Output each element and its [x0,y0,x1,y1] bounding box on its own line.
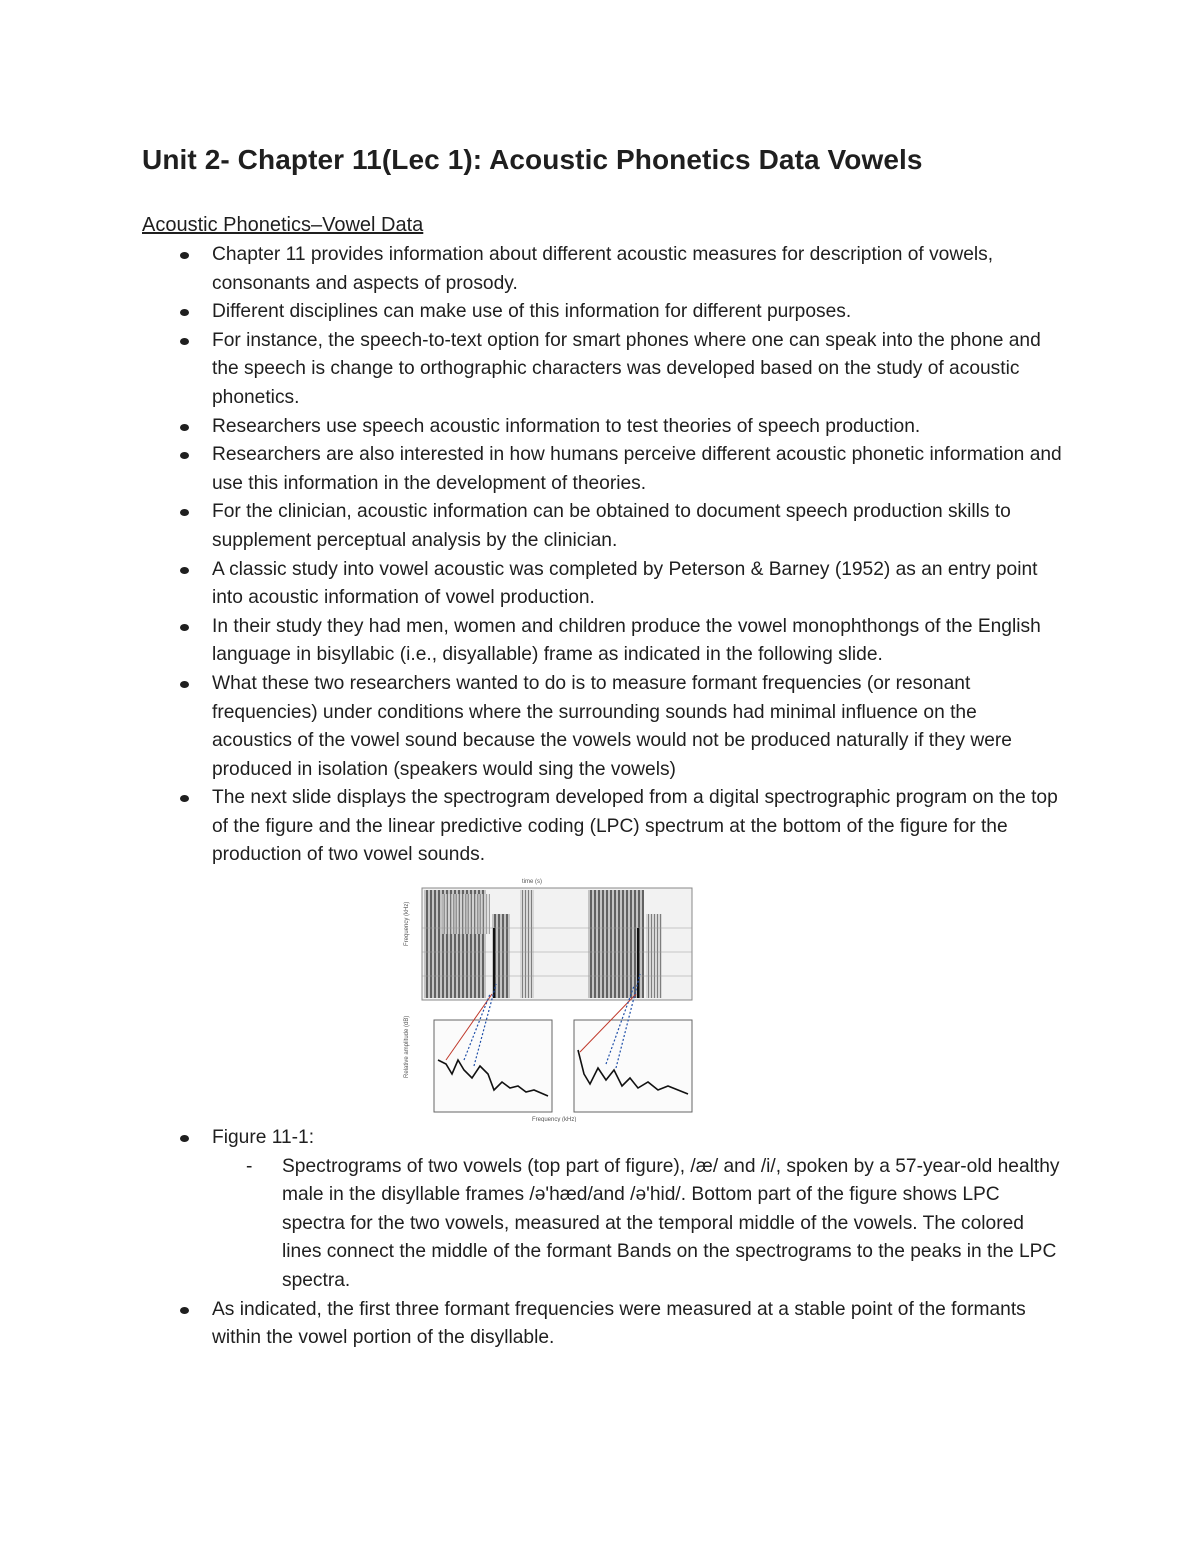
bullet-icon [180,795,189,802]
bullet-icon [180,567,189,574]
section-heading: Acoustic Phonetics–Vowel Data [142,214,424,236]
bullet-icon [180,309,189,316]
bullet-icon [180,1135,189,1142]
svg-text:Frequency (kHz): Frequency (kHz) [532,1117,577,1123]
bullet-icon [180,681,189,688]
list-item: As indicated, the first three formant frequencies were measured at a stable point of the formants within the vowel portion of the disyllable. [142,1296,1062,1353]
list-item: Researchers use speech acoustic information to test theories of speech production. [142,413,1062,442]
list-item: Researchers are also interested in how humans perceive different acoustic phonetic information and use this information in the development of theories. [142,441,1062,498]
svg-text:Frequency (kHz): Frequency (kHz) [404,901,410,947]
list-item: Different disciplines can make use of this information for different purposes. [142,298,1062,327]
bullet-icon [180,252,189,259]
list-item [142,1124,1062,1296]
svg-text:time (s): time (s) [522,879,542,886]
page-title: Unit 2- Chapter 11(Lec 1): Acoustic Phonetics Data Vowels [142,144,923,175]
list-item: A classic study into vowel acoustic was completed by Peterson & Barney (1952) as an entry point into acoustic information of vowel production. [142,556,1062,613]
list-item: In their study they had men, women and children produce the vowel monophthongs of the English language in bisyllabic (i.e., disyallable) frame as indicated in the following slide. [142,613,1062,670]
list-item: For the clinician, acoustic information can be obtained to document speech production skills to supplement perceptual analysis by the clinician. [142,498,1062,555]
bullet-icon [180,338,189,345]
bullet-icon [180,452,189,459]
caption-sublist [212,1153,1062,1296]
list-item: The next slide displays the spectrogram developed from a digital spectrographic program on the top of the figure and the linear predictive coding (LPC) spectrum at the bottom of the figure for the production of two vowel sounds. Frequency (kHz) time (s) Relative amplitude (dB) Frequency (kHz) [142,784,1062,1122]
list-item: For instance, the speech-to-text option for smart phones where one can speak into the phone and the speech is change to orthographic characters was developed based on the study of acoustic phonetics. [142,327,1062,413]
figure-image [402,874,698,1122]
list-item [212,1153,1062,1296]
dash-marker: - [246,1155,253,1177]
list-item: Chapter 11 provides information about different acoustic measures for description of vowels, consonants and aspects of prosody. [142,241,1062,298]
list-item: What these two researchers wanted to do is to measure formant frequencies (or resonant frequencies) under conditions where the surrounding sounds had minimal influence on the acoustics of the vowel sound because the vowels would not be produced naturally if they were produced in isolation (speakers would sing the vowels) [142,670,1062,784]
bullet-icon [180,509,189,516]
bullet-icon [180,1307,189,1314]
bullet-icon [180,424,189,431]
svg-text:Relative amplitude (dB): Relative amplitude (dB) [404,1015,410,1079]
bullet-list [142,241,1062,1353]
figure-caption-text: Spectrograms of two vowels (top part of figure), /æ/ and /i/, spoken by a 57-year-old healthy male in the disyllable frames /ə'hæd/and /ə'hid/. Bottom part of the figure shows LPC spectra for the two vowels, measured at the temporal middle of the vowels. The colored lines connect the middle of the formant Bands on the spectrograms to the peaks in the LPC spectra. [282,1155,1060,1292]
spectrogram-lpc-figure [402,874,698,1122]
bullet-icon [180,624,189,631]
figure-caption-label: Figure 11-1: [212,1127,315,1149]
